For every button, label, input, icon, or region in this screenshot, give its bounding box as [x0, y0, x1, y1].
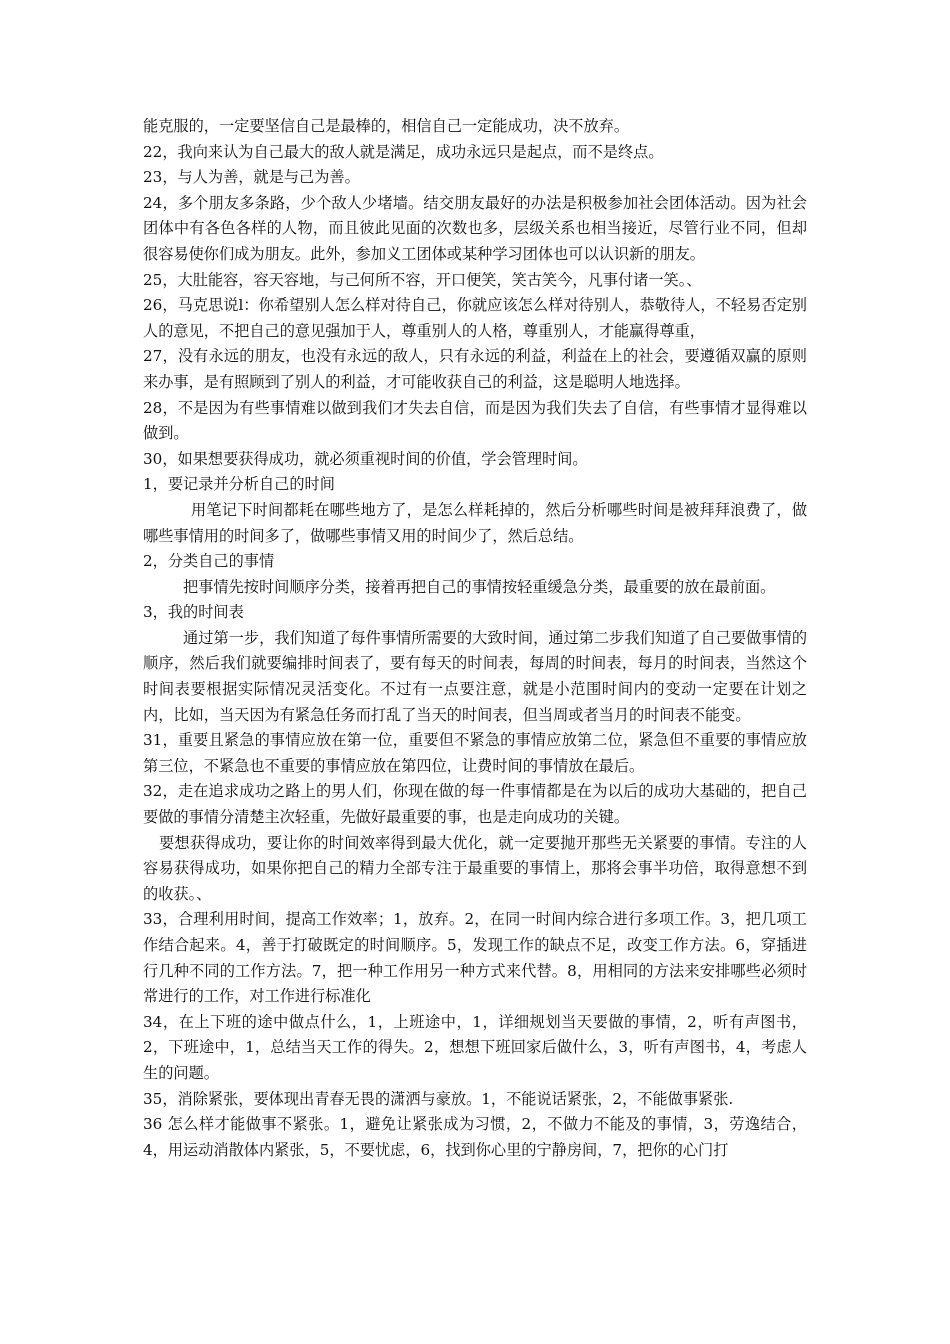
document-body	[143, 114, 807, 1163]
paragraph: 能克服的，一定要坚信自己是最棒的，相信自己一定能成功，决不放弃。	[143, 117, 629, 135]
paragraph: 31，重要且紧急的事情应放在第一位，重要但不紧急的事情应放第二位，紧急但不重要的事情应放第三位，不紧急也不重要的事情应放在第四位，让费时间的事情放在最后。	[143, 731, 807, 775]
paragraph: 36 怎么样才能做事不紧张。1，避免让紧张成为习惯，2，不做力不能及的事情，3，劳逸结合，4，用运动消散体内紧张，5，不要忧虑，6，找到你心里的宁静房间，7，把你的心门打	[143, 1115, 807, 1159]
paragraph: 用笔记下时间都耗在哪些地方了，是怎么样耗掉的，然后分析哪些时间是被拜拜浪费了，做哪些事情用的时间多了，做哪些事情又用的时间少了，然后总结。	[143, 500, 807, 545]
paragraph: 把事情先按时间顺序分类，接着再把自己的事情按轻重缓急分类，最重要的放在最前面。	[183, 577, 776, 596]
paragraph: 34，在上下班的途中做点什么，1，上班途中，1，详细规划当天要做的事情，2，听有声图书，2，下班途中，1，总结当天工作的得失。2，想想下班回家后做什么，3，听有声图书，4，考虑人生的问题。	[143, 1012, 807, 1082]
paragraph: 32，走在追求成功之路上的男人们，你现在做的每一件事情都是在为以后的成功大基础的，把自己要做的事情分清楚主次轻重，先做好最重要的事，也是走向成功的关键。	[143, 782, 807, 827]
paragraph: 通过第一步，我们知道了每件事情所需要的大致时间，通过第二步我们知道了自己要做事情的顺序，然后我们就要编排时间表了，要有每天的时间表，每周的时间表，每月的时间表，当然这个时间表要根据实际情况灵活变化。不过有一点要注意，就是小范围时间内的变动一定要在计划之内，比如，当天因为有紧急任务而打乱了当天的时间表，但当周或者当月的时间表不能变。	[143, 628, 807, 724]
paragraph: 25，大肚能容，容天容地，与己何所不容，开口便笑，笑古笑今，凡事付诸一笑。、	[143, 270, 702, 289]
paragraph: 26，马克思说l：你希望别人怎么样对待自己，你就应该怎么样对待别人，恭敬待人，不轻易否定别人的意见，不把自己的意见强加于人，尊重别人的人格，尊重别人，才能赢得尊重，	[143, 296, 807, 340]
paragraph: 30，如果想要获得成功，就必须重视时间的价值，学会管理时间。	[143, 449, 588, 468]
subheading: 1，要记录并分析自己的时间	[143, 475, 335, 494]
subheading: 3，我的时间表	[143, 603, 244, 622]
paragraph: 35，消除紧张，要体现出青春无畏的潇洒与豪放。1，不能说话紧张，2，不能做事紧张.	[143, 1089, 734, 1108]
paragraph: 27，没有永远的朋友，也没有永远的敌人，只有永远的利益，利益在上的社会，要遵循双赢的原则来办事，是有照顾到了别人的利益，才可能收获自己的利益，这是聪明人地选择。	[143, 347, 807, 391]
paragraph: 23，与人为善，就是与己为善。	[143, 168, 360, 187]
paragraph: 24，多个朋友多条路，少个敌人少堵墙。结交朋友最好的办法是积极参加社会团体活动。因为社会团体中有各色各样的人物，而且彼此见面的次数也多，层级关系也相当接近，尽管行业不同，但却很容易使你们成为朋友。此外，参加义工团体或某种学习团体也可以认识新的朋友。	[143, 193, 807, 263]
paragraph: 33，合理利用时间，提高工作效率；1，放弃。2，在同一时间内综合进行多项工作。3，把几项工作结合起来。4，善于打破既定的时间顺序。5，发现工作的缺点不足，改变工作方法。6，穿插进行几种不同的工作方法。7，把一种工作用另一种方式来代替。8，用相同的方法来安排哪些必须时常进行的工作，对工作进行标准化	[143, 910, 807, 1006]
paragraph: 22，我向来认为自己最大的敌人就是满足，成功永远只是起点，而不是终点。	[143, 142, 664, 161]
paragraph: 要想获得成功，要让你的时间效率得到最大优化，就一定要抛开那些无关紧要的事情。专注的人容易获得成功，如果你把自己的精力全部专注于最重要的事情上，那将会事半功倍，取得意想不到的收获。、	[143, 833, 807, 903]
subheading: 2，分类自己的事情	[143, 552, 275, 571]
paragraph: 28，不是因为有些事情难以做到我们才失去自信，而是因为我们失去了自信，有些事情才显得难以做到。	[143, 398, 807, 443]
